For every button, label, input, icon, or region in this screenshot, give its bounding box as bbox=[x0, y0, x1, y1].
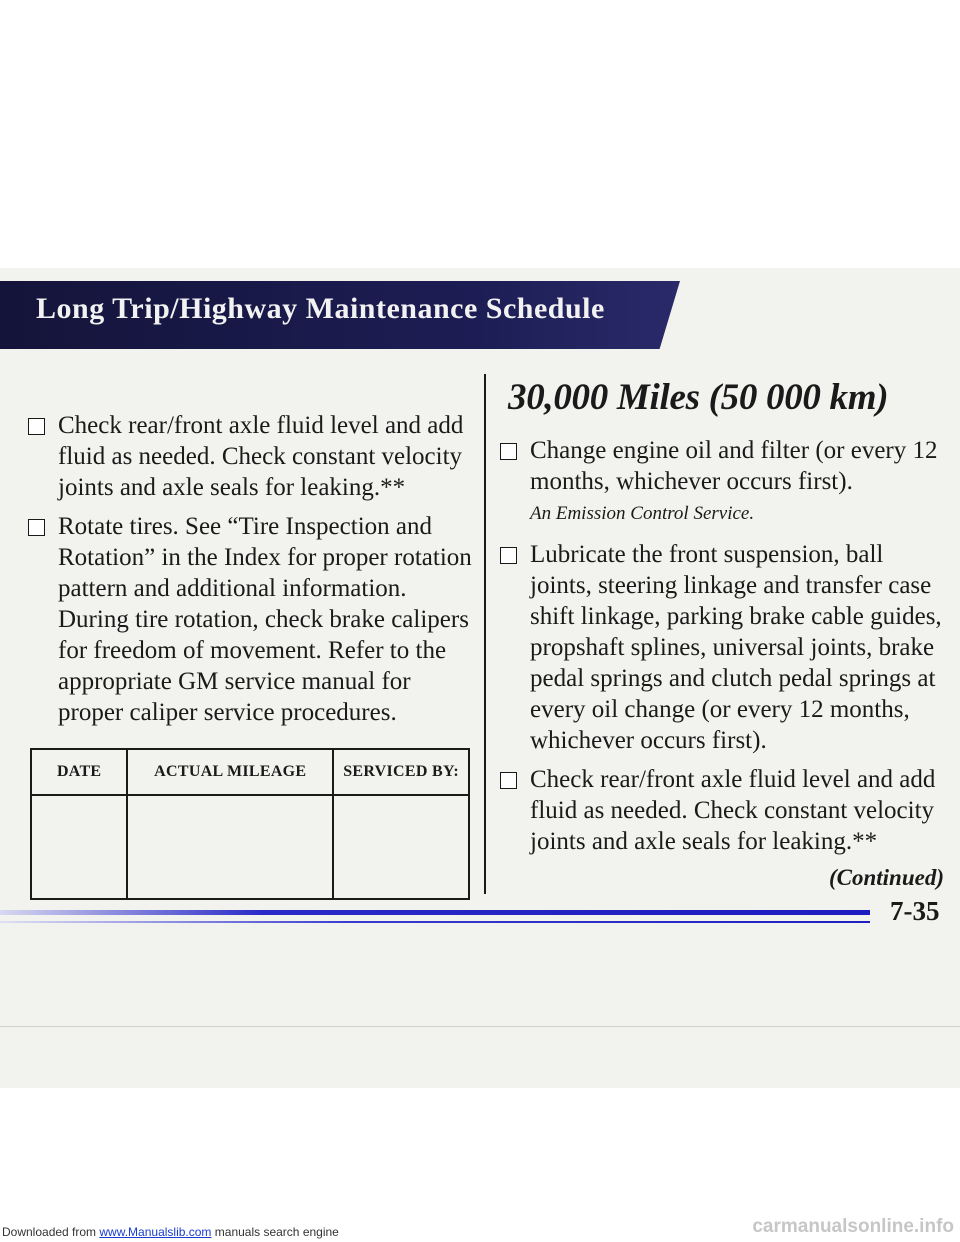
checkbox-icon[interactable] bbox=[500, 772, 517, 789]
checklist-item-text: Change engine oil and filter (or every 12 months, whichever occurs first). bbox=[530, 437, 938, 495]
watermark: carmanualsonline.info bbox=[752, 1216, 954, 1237]
checklist-item bbox=[494, 539, 944, 756]
column-divider bbox=[484, 374, 486, 894]
checkbox-icon[interactable] bbox=[28, 418, 45, 435]
checkbox-icon[interactable] bbox=[28, 519, 45, 536]
checklist-item bbox=[22, 511, 472, 728]
table-header-mileage: ACTUAL MILEAGE bbox=[127, 749, 333, 795]
checklist-item-text: Check rear/front axle fluid level and add fluid as needed. Check constant velocity joints and axle seals for leaking.** bbox=[530, 766, 936, 855]
page-number: 7-35 bbox=[890, 896, 940, 926]
section-heading: 30,000 Miles (50 000 km) bbox=[508, 377, 889, 418]
mileage-cell[interactable] bbox=[127, 795, 333, 899]
checkbox-icon[interactable] bbox=[500, 443, 517, 460]
date-cell[interactable] bbox=[31, 795, 127, 899]
checkbox-icon[interactable] bbox=[500, 547, 517, 564]
download-footer bbox=[2, 1225, 339, 1239]
right-column bbox=[494, 376, 944, 891]
footer-rule-thin bbox=[0, 921, 870, 923]
table-header-date: DATE bbox=[31, 749, 127, 795]
checklist-item-text: Lubricate the front suspension, ball joints, steering linkage and transfer case shift linkage, parking brake cable guides, propshaft splines, universal joints, brake pedal springs and clutch pedal springs at every oil change (or every 12 months, whichever occurs first). bbox=[530, 541, 942, 754]
checklist-item-text: Rotate tires. See “Tire Inspection and Rotation” in the Index for proper rotation pattern and additional information. During tire rotation, check brake calipers for freedom of movement. Refer to the appropriate GM service manual for proper caliper service procedures. bbox=[58, 513, 472, 726]
table-header-serviced-by: SERVICED BY: bbox=[333, 749, 469, 795]
emission-note: An Emission Control Service. bbox=[530, 503, 755, 524]
scan-edge-line bbox=[0, 1026, 960, 1027]
manualslib-link[interactable]: www.Manualslib.com bbox=[99, 1225, 212, 1239]
footer-suffix: manuals search engine bbox=[211, 1225, 339, 1239]
page-title: Long Trip/Highway Maintenance Schedule bbox=[36, 292, 605, 325]
checklist-item bbox=[494, 435, 944, 497]
continued-label: (Continued) bbox=[828, 865, 944, 890]
checklist-item bbox=[494, 764, 944, 857]
serviced-by-cell[interactable] bbox=[333, 795, 469, 899]
service-record-table bbox=[30, 748, 470, 900]
footer-rule bbox=[0, 910, 870, 915]
checklist-item-text: Check rear/front axle fluid level and add fluid as needed. Check constant velocity joints and axle seals for leaking.** bbox=[58, 412, 464, 501]
left-column bbox=[22, 410, 472, 736]
footer-prefix: Downloaded from bbox=[2, 1225, 100, 1239]
checklist-item bbox=[22, 410, 472, 503]
